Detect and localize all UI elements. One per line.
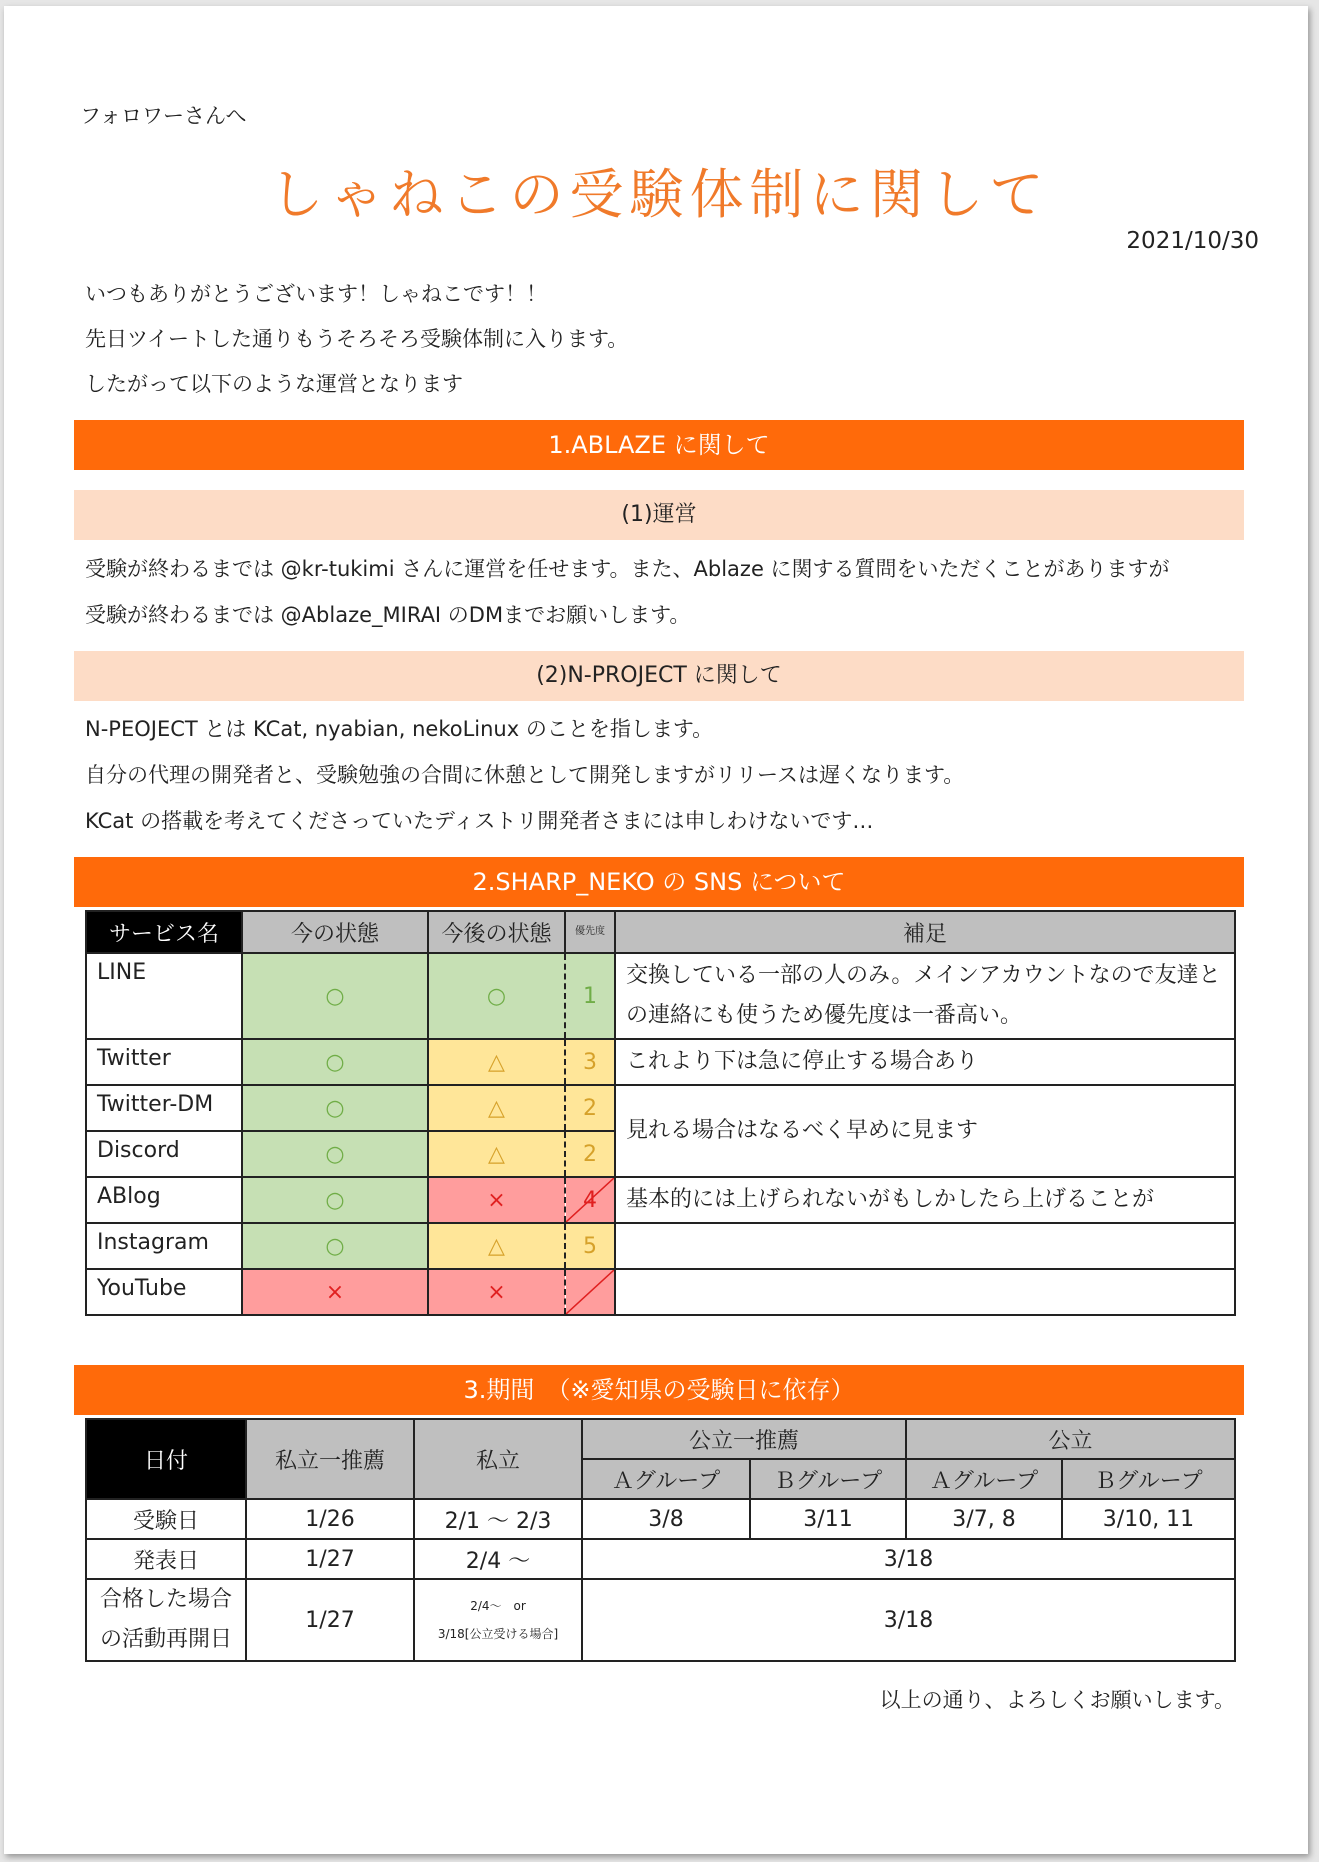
- sns-header-now: 今の状態: [242, 911, 428, 953]
- sns-note: [615, 1269, 1235, 1315]
- exam-public-a: 3/7, 8: [906, 1499, 1062, 1539]
- table-row: [86, 1539, 1235, 1579]
- table-row: [86, 953, 1235, 1039]
- sns-note: 見れる場合はなるべく早めに見ます: [615, 1085, 1235, 1177]
- status-future: △: [428, 1085, 565, 1131]
- resume-private: [414, 1579, 582, 1661]
- sub2-line-2: 自分の代理の開発者と、受験勉強の合間に休憩として開発しますがリリースは遅くなります。: [85, 763, 965, 787]
- section2-header: 2.SHARP_NEKO の SNS について: [74, 857, 1244, 907]
- table-row: [86, 1499, 1235, 1539]
- announce-public: 3/18: [582, 1539, 1235, 1579]
- sns-header-row: [86, 911, 1235, 953]
- resume-private-line-2: 3/18[公立受ける場合]: [437, 1627, 559, 1641]
- sub1-line-2: 受験が終わるまでは @Ablaze_MIRAI のDMまでお願いします。: [85, 603, 691, 627]
- period-table: [85, 1418, 1236, 1662]
- status-now: ×: [242, 1269, 428, 1315]
- status-now: ○: [242, 1085, 428, 1131]
- table-row: [86, 1085, 1235, 1131]
- exam-public-rec-a: 3/8: [582, 1499, 750, 1539]
- sns-name: ABlog: [86, 1177, 242, 1223]
- period-header-private-rec: 私立一推薦: [246, 1419, 414, 1499]
- sns-name: Instagram: [86, 1223, 242, 1269]
- status-now: ○: [242, 1039, 428, 1085]
- announce-private: 2/4 ～: [414, 1539, 582, 1579]
- sns-header-future: 今後の状態: [428, 911, 565, 953]
- section1-sub1-header: (1)運営: [74, 490, 1244, 540]
- sns-note: [615, 1223, 1235, 1269]
- intro-line-3: したがって以下のような運営となります: [85, 372, 463, 396]
- exam-private: 2/1 ～ 2/3: [414, 1499, 582, 1539]
- period-header-date: 日付: [86, 1419, 246, 1499]
- closing-text: 以上の通り、よろしくお願いします。: [879, 1688, 1235, 1712]
- sns-note: 基本的には上げられないがもしかしたら上げることが: [615, 1177, 1235, 1223]
- public-rec-group-a: Ａグループ: [582, 1459, 750, 1499]
- status-future: △: [428, 1131, 565, 1177]
- status-future: △: [428, 1039, 565, 1085]
- sns-table: [85, 910, 1236, 1316]
- sns-note: 交換している一部の人のみ。メインアカウントなので友達との連絡にも使うため優先度は一番高い。: [615, 953, 1235, 1039]
- sns-name: LINE: [86, 953, 242, 1039]
- priority-struck: [565, 1269, 615, 1315]
- public-group-a: Ａグループ: [906, 1459, 1062, 1499]
- sub2-line-3: KCat の搭載を考えてくださっていたディストリ開発者さまには申しわけないです…: [85, 809, 874, 833]
- greeting: フォロワーさんへ: [80, 104, 247, 128]
- sns-name: Twitter-DM: [86, 1085, 242, 1131]
- status-future: ○: [428, 953, 565, 1039]
- exam-private-rec: 1/26: [246, 1499, 414, 1539]
- exam-public-b: 3/10, 11: [1062, 1499, 1235, 1539]
- sub2-line-1: N-PEOJECT とは KCat, nyabian, nekoLinux のことを指します。: [85, 717, 714, 741]
- sns-header-priority: 優先度: [565, 911, 615, 953]
- status-future: ×: [428, 1269, 565, 1315]
- sns-name: Discord: [86, 1131, 242, 1177]
- sns-note: これより下は急に停止する場合あり: [615, 1039, 1235, 1085]
- intro-line-1: いつもありがとうございます！しゃねこです！！: [85, 282, 547, 306]
- table-row: [86, 1579, 1235, 1661]
- resume-private-line-1: 2/4～ or: [470, 1599, 526, 1613]
- priority: 3: [565, 1039, 615, 1085]
- period-header-private: 私立: [414, 1419, 582, 1499]
- sns-name: Twitter: [86, 1039, 242, 1085]
- strike-line-icon: [566, 1270, 614, 1314]
- status-now: ○: [242, 1131, 428, 1177]
- announce-private-rec: 1/27: [246, 1539, 414, 1579]
- page-title: しゃねこの受験体制に関して: [269, 163, 1050, 226]
- period-header-public-rec: 公立一推薦: [582, 1419, 906, 1459]
- row-label-resume: [86, 1579, 246, 1661]
- resume-private-rec: 1/27: [246, 1579, 414, 1661]
- public-rec-group-b: Ｂグループ: [750, 1459, 906, 1499]
- status-future: △: [428, 1223, 565, 1269]
- priority-struck: [565, 1177, 615, 1223]
- status-now: ○: [242, 1223, 428, 1269]
- priority: 2: [565, 1085, 615, 1131]
- status-now: ○: [242, 953, 428, 1039]
- priority: 1: [565, 953, 615, 1039]
- sns-name: YouTube: [86, 1269, 242, 1315]
- resume-label-line-1: 合格した場合: [99, 1587, 232, 1612]
- document-date: 2021/10/30: [1126, 228, 1259, 254]
- sub1-line-1: 受験が終わるまでは @kr-tukimi さんに運営を任せます。また、Ablaze に関する質問をいただくことがありますが: [85, 557, 1170, 581]
- public-group-b: Ｂグループ: [1062, 1459, 1235, 1499]
- section1-header: 1.ABLAZE に関して: [74, 420, 1244, 470]
- row-label-announce: 発表日: [86, 1539, 246, 1579]
- resume-label-line-2: の活動再開日: [99, 1627, 232, 1652]
- period-header-row: [86, 1419, 1235, 1459]
- table-row: [86, 1039, 1235, 1085]
- intro-line-2: 先日ツイートした通りもうそろそろ受験体制に入ります。: [85, 327, 629, 351]
- priority: 4: [583, 1187, 597, 1213]
- priority: 5: [565, 1223, 615, 1269]
- sns-header-service: サービス名: [86, 911, 242, 953]
- sns-header-note: 補足: [615, 911, 1235, 953]
- status-now: ○: [242, 1177, 428, 1223]
- exam-public-rec-b: 3/11: [750, 1499, 906, 1539]
- period-header-public: 公立: [906, 1419, 1235, 1459]
- table-row: [86, 1223, 1235, 1269]
- table-row: [86, 1269, 1235, 1315]
- section1-sub2-header: (2)N-PROJECT に関して: [74, 651, 1244, 701]
- priority: 2: [565, 1131, 615, 1177]
- resume-public: 3/18: [582, 1579, 1235, 1661]
- row-label-exam: 受験日: [86, 1499, 246, 1539]
- table-row: [86, 1177, 1235, 1223]
- status-future: ×: [428, 1177, 565, 1223]
- section3-header: 3.期間 （※愛知県の受験日に依存）: [74, 1365, 1244, 1415]
